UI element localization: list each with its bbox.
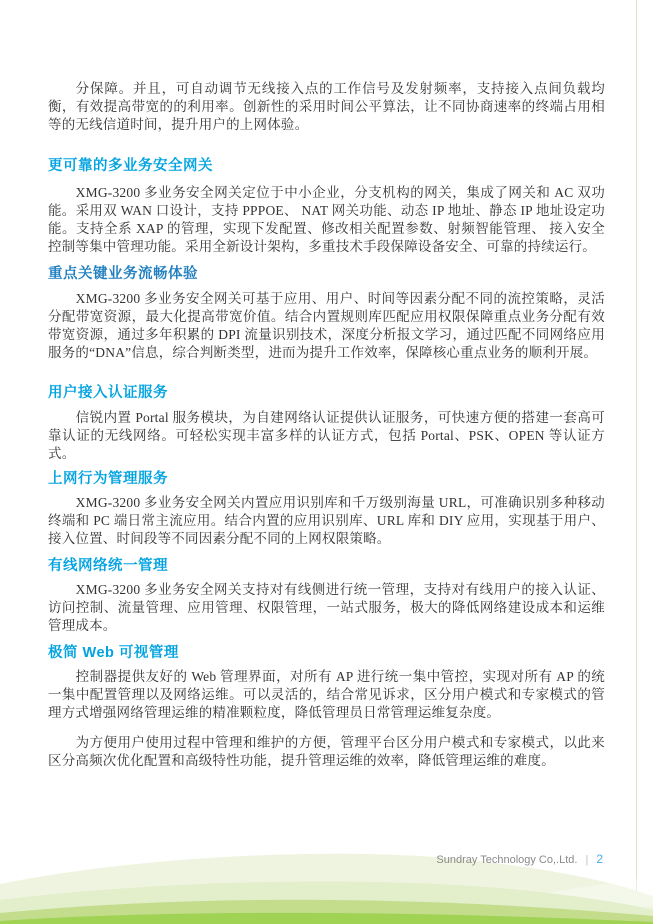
body-paragraph: XMG-3200 多业务安全网关内置应用识别库和千万级别海量 URL，可准确识别多种移动终端和 PC 端日常主流应用。结合内置的应用识别库、URL 库和 DIY 应用，实现基于用户、接入位置、时间段等不同因素分配不同的上网权限策略。 xyxy=(48,495,605,546)
section-heading-internet-behavior-management: 上网行为管理服务 xyxy=(48,471,168,487)
bottom-wave-decoration xyxy=(0,820,653,924)
body-paragraph: XMG-3200 多业务安全网关支持对有线侧进行统一管理，支持对有线用户的接入认证、访问控制、流量管理、应用管理、权限管理，一站式服务，极大的降低网络建设成本和运维管理成本。 xyxy=(48,582,605,633)
wave-svg xyxy=(0,820,653,924)
page-number: 2 xyxy=(596,852,603,866)
company-name: Sundray Technology Co,.Ltd. xyxy=(436,854,578,866)
section-heading-key-business-experience: 重点关键业务流畅体验 xyxy=(48,266,198,282)
page-footer xyxy=(436,852,603,866)
body-paragraph: 信锐内置 Portal 服务模块，为自建网络认证提供认证服务，可快速方便的搭建一套高可靠认证的无线网络。可轻松实现丰富多样的认证方式，包括 Portal、PSK、OPEN 等认证方式。 xyxy=(48,410,605,461)
body-paragraph: 为方便用户使用过程中管理和维护的方便，管理平台区分用户模式和专家模式，以此来区分高频次优化配置和高级特性功能，提升管理运维的效率，降低管理运维的难度。 xyxy=(48,735,605,768)
body-paragraph: XMG-3200 多业务安全网关可基于应用、用户、时间等因素分配不同的流控策略，灵活分配带宽资源，最大化提高带宽价值。结合内置规则库匹配应用权限保障重点业务分配有效带宽资源，通过多年积累的 DPI 流量识别技术，深度分析报文学习，通过匹配不同网络应用服务的“DNA”信息，综合判断类型，进而为提升工作效率，保障核心重点业务的顺利开展。 xyxy=(48,291,605,360)
section-heading-web-visual-management: 极简 Web 可视管理 xyxy=(48,645,179,661)
intro-continuation-paragraph: 分保障。并且，可自动调节无线接入点的工作信号及发射频率，支持接入点间负载均衡，有效提高带宽的的利用率。创新性的采用时间公平算法，让不同协商速率的终端占用相等的无线信道时间，提升用户的上网体验。 xyxy=(48,81,605,132)
section-heading-wired-network-management: 有线网络统一管理 xyxy=(48,558,168,574)
footer-separator: | xyxy=(585,854,589,866)
section-heading-reliable-gateway: 更可靠的多业务安全网关 xyxy=(48,158,213,174)
section-heading-user-auth-service: 用户接入认证服务 xyxy=(48,385,168,401)
body-paragraph: 控制器提供友好的 Web 管理界面，对所有 AP 进行统一集中管控，实现对所有 AP 的统一集中配置管理以及网络运维。可以灵活的，结合常见诉求，区分用户模式和专家模式的管理方式增强网络管理运维的精准颗粒度，降低管理员日常管理运维复杂度。 xyxy=(48,669,605,720)
body-paragraph: XMG-3200 多业务安全网关定位于中小企业，分支机构的网关，集成了网关和 AC 双功能。采用双 WAN 口设计，支持 PPPOE、 NAT 网关功能、动态 IP 地址、静态 IP 地址设定功能。支持全系 XAP 的管理，实现下发配置、修改相关配置参数、射频智能管理、 接入安全控制等集中管理功能。采用全新设计架构，多重技术手段保障设备安全、可靠的持续运行。 xyxy=(48,185,605,254)
